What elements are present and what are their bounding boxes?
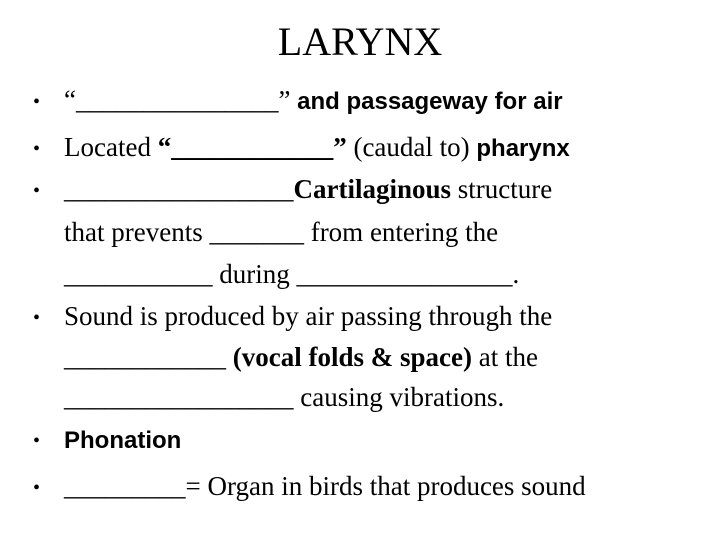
bullet-5 xyxy=(64,423,181,457)
bullet-2 xyxy=(64,131,570,165)
bullet-6 xyxy=(64,470,586,502)
bullet-1-blank: “_______________” xyxy=(64,85,291,115)
bullet-4-line-3 xyxy=(64,381,504,413)
bullet-2-word: pharynx xyxy=(476,135,570,162)
bullet-3-blank: _________________ xyxy=(64,174,294,204)
bullet-3-line-3: ___________ during ________________. xyxy=(64,259,520,289)
bullet-4-line-1: Sound is produced by air passing through the xyxy=(64,301,553,331)
bullet-3-rest: structure xyxy=(451,174,553,204)
bullet-3-line-2: that prevents _______ from entering the xyxy=(64,217,499,247)
bullet-3-bold: Cartilaginous xyxy=(293,174,452,204)
bullet-dot: • xyxy=(33,307,41,329)
bullet-2-blank: “____________” xyxy=(157,132,347,162)
bullet-dot: • xyxy=(33,477,41,499)
bullet-dot: • xyxy=(33,138,41,160)
bullet-6-text: = Organ in birds that produces sound xyxy=(185,471,586,501)
bullet-4-bold: (vocal folds & space) xyxy=(226,342,472,372)
page-title: LARYNX xyxy=(277,19,443,64)
bullet-2-mid: (caudal to) xyxy=(346,132,477,162)
bullet-1-text: and passageway for air xyxy=(290,88,563,115)
bullet-dot: • xyxy=(33,180,41,202)
bullet-dot: • xyxy=(33,91,41,113)
bullet-2-lead: Located xyxy=(64,132,158,162)
bullet-6-blank: _________ xyxy=(64,471,186,501)
bullet-3-line-1 xyxy=(64,173,552,205)
bullet-4-blank-2: ____________ xyxy=(64,342,226,372)
bullet-4-blank-3: _________________ xyxy=(64,382,294,412)
bullet-5-text: Phonation xyxy=(64,427,182,454)
bullet-4-line-2 xyxy=(64,341,538,373)
bullet-dot: • xyxy=(33,430,41,452)
bullet-1 xyxy=(64,84,563,118)
bullet-4-rest-3: causing vibrations. xyxy=(293,382,505,412)
bullet-4-rest-2: at the xyxy=(471,342,538,372)
